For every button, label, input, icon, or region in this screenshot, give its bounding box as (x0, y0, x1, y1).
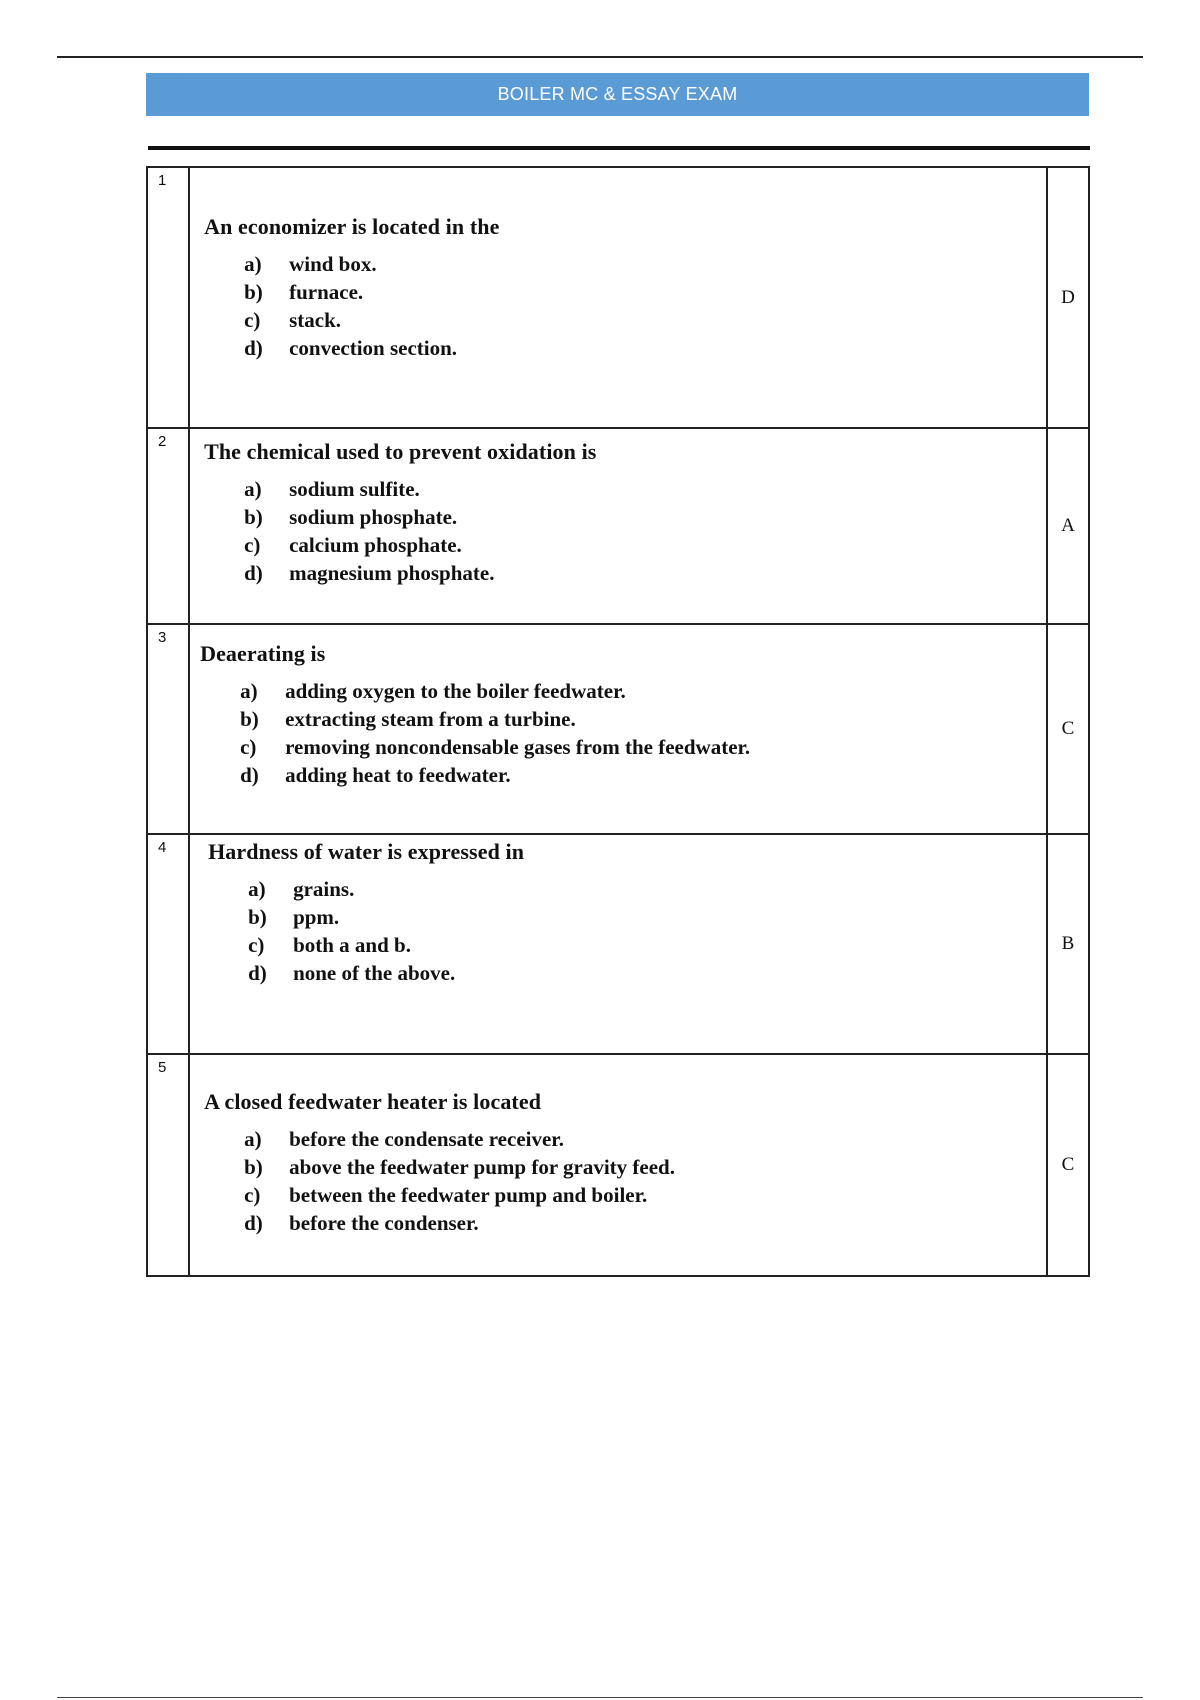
option-letter: b) (244, 505, 263, 529)
question-row-5 (147, 1054, 1089, 1276)
question-number: 1 (147, 167, 189, 428)
exam-title: BOILER MC & ESSAY EXAM (497, 84, 738, 104)
option-text: sodium sulfite. (289, 477, 420, 501)
question-body (189, 834, 1047, 1054)
option-text: between the feedwater pump and boiler. (289, 1183, 648, 1207)
option-a (240, 677, 1046, 705)
option-text: extracting steam from a turbine. (285, 707, 576, 731)
option-text: removing noncondensable gases from the feedwater. (285, 735, 751, 759)
option-text: before the condenser. (289, 1211, 479, 1235)
option-letter: c) (248, 933, 265, 957)
option-letter: c) (244, 1183, 261, 1207)
option-list (208, 875, 1046, 987)
option-d (244, 334, 1046, 362)
option-letter: d) (244, 336, 263, 360)
option-letter: d) (240, 763, 259, 787)
question-row-1 (147, 167, 1089, 428)
option-list (204, 250, 1046, 362)
answer-key: D (1047, 167, 1089, 428)
option-text: both a and b. (293, 933, 411, 957)
question-stem: A closed feedwater heater is located (204, 1089, 542, 1114)
option-letter: a) (244, 1127, 262, 1151)
question-number: 2 (147, 428, 189, 624)
question-table (146, 166, 1090, 1277)
question-stem: Hardness of water is expressed in (208, 839, 525, 864)
option-letter: c) (240, 735, 257, 759)
option-text: magnesium phosphate. (289, 561, 495, 585)
question-number: 5 (147, 1054, 189, 1276)
option-c (248, 931, 1046, 959)
option-a (248, 875, 1046, 903)
option-text: ppm. (293, 905, 340, 929)
option-c (244, 1181, 1046, 1209)
option-text: above the feedwater pump for gravity feed. (289, 1155, 675, 1179)
question-number: 3 (147, 624, 189, 834)
question-number: 4 (147, 834, 189, 1054)
option-letter: a) (244, 252, 262, 276)
option-text: grains. (293, 877, 355, 901)
option-letter: c) (244, 308, 261, 332)
top-divider (57, 56, 1143, 58)
question-row-4 (147, 834, 1089, 1054)
option-d (248, 959, 1046, 987)
option-b (240, 705, 1046, 733)
option-b (244, 503, 1046, 531)
option-text: sodium phosphate. (289, 505, 458, 529)
question-row-3 (147, 624, 1089, 834)
option-b (244, 278, 1046, 306)
answer-key: C (1047, 624, 1089, 834)
question-body (189, 624, 1047, 834)
option-letter: d) (244, 561, 263, 585)
option-text: furnace. (289, 280, 364, 304)
question-body (189, 167, 1047, 428)
option-list (204, 1125, 1046, 1237)
question-row-2 (147, 428, 1089, 624)
option-text: adding oxygen to the boiler feedwater. (285, 679, 626, 703)
option-b (248, 903, 1046, 931)
option-letter: a) (244, 477, 262, 501)
answer-key: C (1047, 1054, 1089, 1276)
question-body (189, 428, 1047, 624)
exam-title-banner (146, 73, 1089, 116)
option-letter: a) (248, 877, 266, 901)
bottom-divider (57, 1697, 1143, 1698)
option-letter: b) (240, 707, 259, 731)
option-letter: b) (244, 1155, 263, 1179)
option-letter: c) (244, 533, 261, 557)
option-letter: b) (248, 905, 267, 929)
option-b (244, 1153, 1046, 1181)
question-stem: Deaerating is (200, 641, 326, 666)
option-text: none of the above. (293, 961, 456, 985)
option-letter: a) (240, 679, 258, 703)
option-text: wind box. (289, 252, 377, 276)
option-letter: b) (244, 280, 263, 304)
option-letter: d) (248, 961, 267, 985)
option-c (240, 733, 1046, 761)
option-c (244, 531, 1046, 559)
option-letter: d) (244, 1211, 263, 1235)
option-a (244, 250, 1046, 278)
header-divider (148, 146, 1090, 150)
option-a (244, 1125, 1046, 1153)
answer-key: B (1047, 834, 1089, 1054)
option-d (244, 1209, 1046, 1237)
answer-key: A (1047, 428, 1089, 624)
option-text: adding heat to feedwater. (285, 763, 511, 787)
option-text: calcium phosphate. (289, 533, 462, 557)
option-d (244, 559, 1046, 587)
option-list (204, 475, 1046, 587)
question-stem: An economizer is located in the (204, 214, 500, 239)
option-c (244, 306, 1046, 334)
option-list (200, 677, 1046, 789)
option-text: convection section. (289, 336, 458, 360)
option-text: before the condensate receiver. (289, 1127, 564, 1151)
option-d (240, 761, 1046, 789)
question-body (189, 1054, 1047, 1276)
option-a (244, 475, 1046, 503)
option-text: stack. (289, 308, 341, 332)
question-stem: The chemical used to prevent oxidation is (204, 439, 597, 464)
